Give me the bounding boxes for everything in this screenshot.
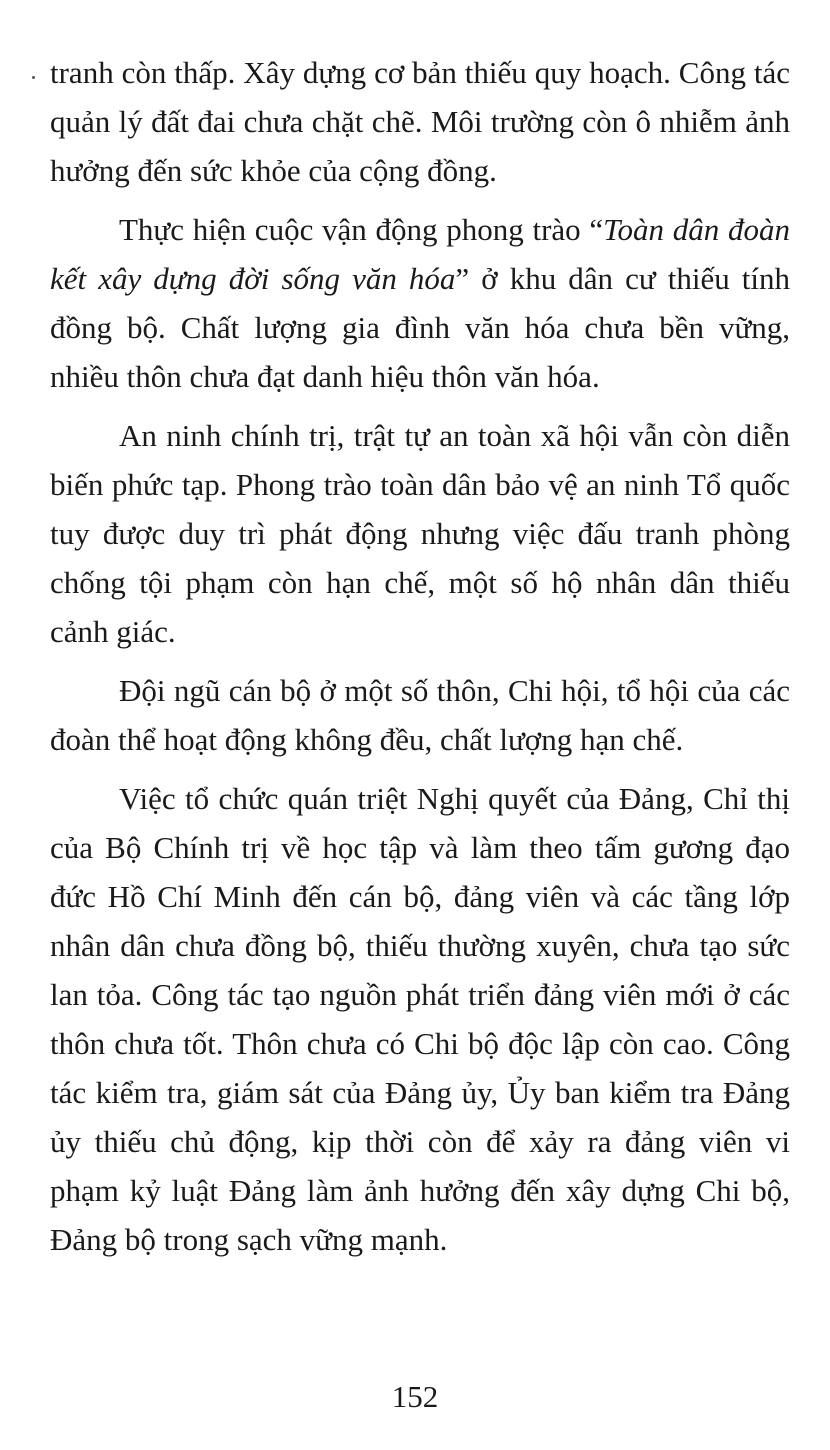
paragraph-text: Đội ngũ cán bộ ở một số thôn, Chi hội, tổ hội của các đoàn thể hoạt động không đều, chất lượng hạn chế. bbox=[50, 673, 790, 757]
paragraph-party-resolution bbox=[50, 774, 790, 1264]
paragraph-text: ” ở khu dân cư thiếu tính đồng bộ. Chất lượng gia đình văn hóa chưa bền vững, nhiều thôn chưa đạt danh hiệu thôn văn hóa. bbox=[50, 261, 790, 394]
margin-mark bbox=[32, 76, 35, 79]
paragraph-security bbox=[50, 411, 790, 656]
paragraph-continuation bbox=[50, 48, 790, 195]
paragraph-cultural-movement bbox=[50, 205, 790, 401]
book-page-body bbox=[50, 48, 790, 1264]
paragraph-text: Việc tổ chức quán triệt Nghị quyết của Đảng, Chỉ thị của Bộ Chính trị về học tập và làm theo tấm gương đạo đức Hồ Chí Minh đến cán bộ, đảng viên và các tầng lớp nhân dân chưa đồng bộ, thiếu thường xuyên, chưa tạo sức lan tỏa. Công tác tạo nguồn phát triển đảng viên mới ở các thôn chưa tốt. Thôn chưa có Chi bộ độc lập còn cao. Công tác kiểm tra, giám sát của Đảng ủy, Ủy ban kiểm tra Đảng ủy thiếu chủ động, kịp thời còn để xảy ra đảng viên vi phạm kỷ luật Đảng làm ảnh hưởng đến xây dựng Chi bộ, Đảng bộ trong sạch vững mạnh. bbox=[50, 781, 790, 1257]
page-number: 152 bbox=[391, 1379, 439, 1414]
paragraph-text: Thực hiện cuộc vận động phong trào “ bbox=[119, 212, 604, 247]
paragraph-text: tranh còn thấp. Xây dựng cơ bản thiếu quy hoạch. Công tác quản lý đất đai chưa chặt chẽ. Môi trường còn ô nhiễm ảnh hưởng đến sức khỏe của cộng đồng. bbox=[50, 55, 790, 188]
paragraph-text: An ninh chính trị, trật tự an toàn xã hội vẫn còn diễn biến phức tạp. Phong trào toàn dân bảo vệ an ninh Tổ quốc tuy được duy trì phát động nhưng việc đấu tranh phòng chống tội phạm còn hạn chế, một số hộ nhân dân thiếu cảnh giác. bbox=[50, 418, 790, 649]
paragraph-cadres bbox=[50, 666, 790, 764]
italic-movement-title: Toàn dân đoàn kết xây dựng đời sống văn hóa bbox=[50, 212, 790, 296]
